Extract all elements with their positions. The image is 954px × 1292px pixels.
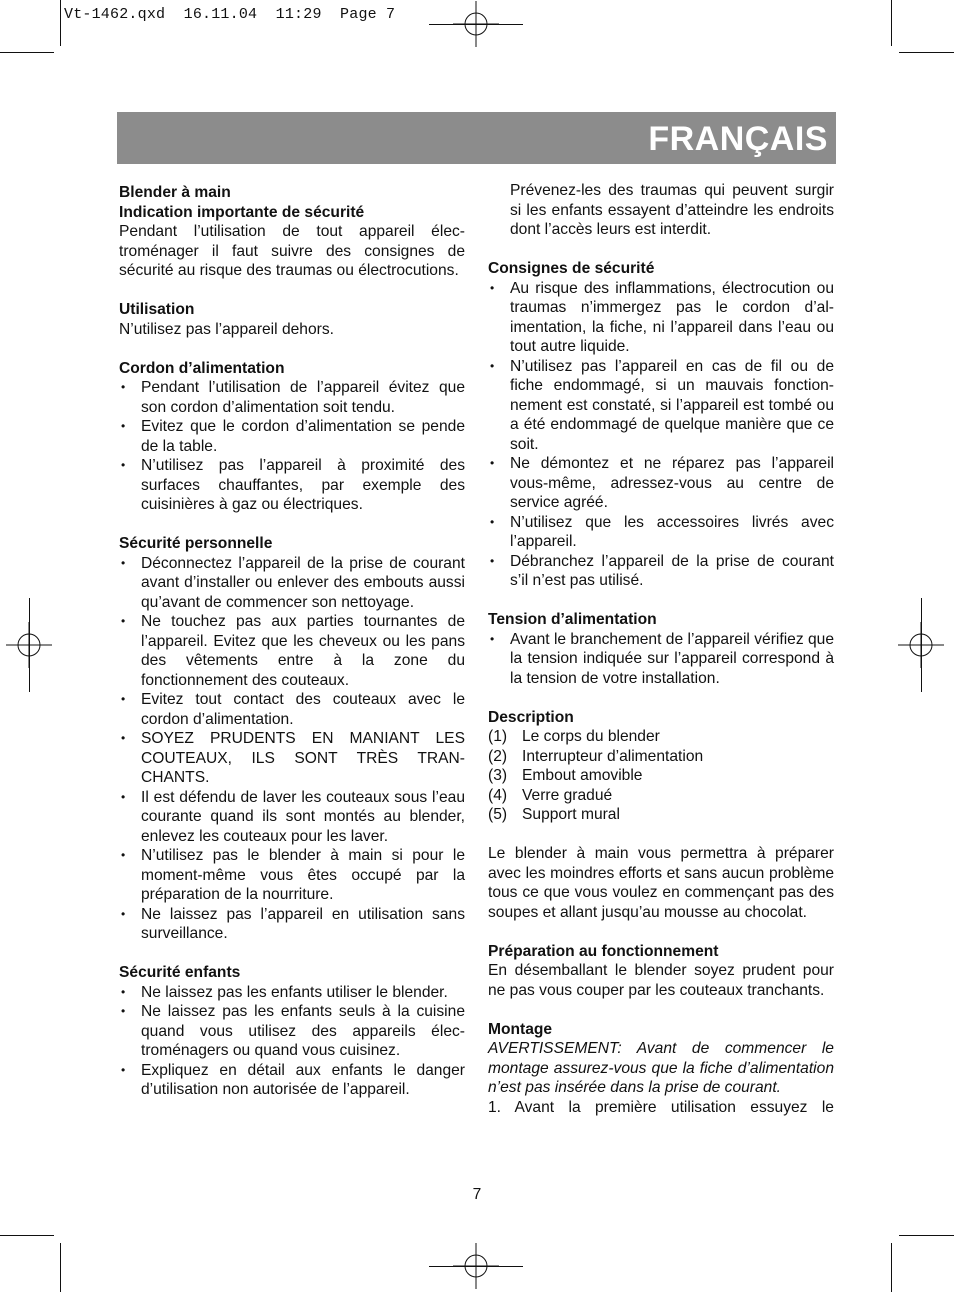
section-subtitle-safety: Indication importante de sécurité	[119, 203, 365, 221]
list-item: • Ne démontez et ne réparez pas l’appareil vous-même, adressez-vous au centre de service agréé.	[488, 454, 834, 513]
list-item: • N’utilisez que les accessoires livrés avec l’appareil.	[488, 513, 834, 552]
list-item: • N’utilisez pas l’appareil en cas de fil ou de fiche endommagé, si un mauvais fonctionnement est constaté, si l’appareil est tombé ou a été endommagé de quelque manière que ce soit.	[488, 357, 834, 455]
language-title: FRANÇAIS	[648, 120, 828, 158]
safety-intro-text: Pendant l’utilisation de tout appareil électroménager il faut suivre des consignes de sécurité au risque des traumas ou électrocutions.	[119, 223, 465, 279]
list-item: • Il est défendu de laver les couteaux sous l’eau courante quand ils sont montés au blender, enlevez les couteaux pour les laver.	[119, 788, 465, 847]
section-title-securite-personnelle: Sécurité personnelle	[119, 535, 273, 552]
list-item: • Déconnectez l’appareil de la prise de courant avant d’installer ou enlever des embouts aussi qu’avant de commencer son nettoyage.	[119, 554, 465, 613]
list-item: • Débranchez l’appareil de la prise de courant s’il n’est pas utilisé.	[488, 552, 834, 591]
utilisation-text: N’utilisez pas l’appareil dehors.	[119, 320, 334, 338]
list-item: • Avant le branchement de l’appareil vérifiez que la tension indiquée sur l’appareil correspond à la tension de votre installation.	[488, 630, 834, 689]
list-item: • SOYEZ PRUDENTS EN MANIANT LES COUTEAUX, ILS SONT TRÈS TRANCHANTS.	[119, 729, 465, 788]
tension-list	[488, 630, 834, 689]
item-text: Embout amovible	[522, 767, 643, 784]
item-text: Support mural	[522, 806, 620, 823]
list-item: • N’utilisez pas l’appareil à proximité des surfaces chauffantes, par exemple des cuisinières à gaz ou électriques.	[119, 456, 465, 515]
item-number: (5)	[488, 806, 508, 823]
left-column	[119, 183, 465, 1100]
section-title-tension: Tension d’alimentation	[488, 611, 657, 628]
list-item	[488, 766, 834, 786]
list-item: • Ne laissez pas les enfants seuls à la cuisine quand vous utilisez des appareils électroménagers ou quand vous cuisinez.	[119, 1002, 465, 1061]
montage-step: 1. Avant la première utilisation essuyez le	[488, 1098, 834, 1116]
item-number: (3)	[488, 767, 508, 784]
printer-slug: Vt-1462.qxd 16.11.04 11:29 Page 7	[64, 6, 396, 23]
section-title-blender: Blender à main	[119, 184, 231, 201]
list-item: • Ne touchez pas aux parties tournantes de l’appareil. Evitez que les cheveux ou les pans des vêtements entre à la zone du fonctionnement des couteaux.	[119, 612, 465, 690]
item-number: (1)	[488, 728, 508, 745]
section-title-montage: Montage	[488, 1020, 553, 1038]
list-item: • Pendant l’utilisation de l’appareil évitez que son cordon d’alimentation soit tendu.	[119, 378, 465, 417]
description-list	[488, 727, 834, 825]
consignes-list	[488, 279, 834, 591]
list-item	[488, 747, 834, 767]
preparation-text: En désemballant le blender soyez prudent pour ne pas vous couper par les couteaux tranchants.	[488, 962, 834, 999]
cordon-list	[119, 378, 465, 515]
list-item: • N’utilisez pas le blender à main si pour le moment-même vous êtes occupé par la préparation de la nourriture.	[119, 846, 465, 905]
list-item: • Evitez tout contact des couteaux avec le cordon d’alimentation.	[119, 690, 465, 729]
list-item	[488, 786, 834, 806]
section-title-securite-enfants: Sécurité enfants	[119, 964, 241, 981]
section-title-cordon: Cordon d’alimentation	[119, 359, 285, 377]
item-text: Le corps du blender	[522, 728, 660, 745]
list-item	[488, 805, 834, 825]
securite-enfants-list	[119, 983, 465, 1100]
item-number: (4)	[488, 786, 508, 804]
item-text: Verre gradué	[522, 786, 613, 804]
page-number: 7	[472, 1186, 482, 1203]
section-title-utilisation: Utilisation	[119, 301, 195, 318]
continued-text: Prévenez-les des traumas qui peuvent surgir si les enfants essayent d’atteindre les endroits dont l’accès leurs est interdit.	[510, 182, 834, 238]
right-column	[488, 181, 834, 1117]
section-title-preparation: Préparation au fonctionnement	[488, 942, 719, 960]
securite-personnelle-list	[119, 554, 465, 944]
list-item: • Evitez que le cordon d’alimentation se pende de la table.	[119, 417, 465, 456]
description-text: Le blender à main vous permettra à préparer avec les moindres efforts et sans aucun problème tous ce que vous voulez en commençant pas des soupes et allant jusqu’au mousse au chocolat.	[488, 845, 834, 921]
language-banner	[117, 112, 836, 164]
section-title-consignes: Consignes de sécurité	[488, 260, 655, 277]
item-text: Interrupteur d’alimentation	[522, 747, 704, 765]
list-item: • Ne laissez pas les enfants utiliser le blender.	[119, 983, 465, 1003]
list-item: • Expliquez en détail aux enfants le danger d’utilisation non autorisée de l’appareil.	[119, 1061, 465, 1100]
list-item: • Au risque des inflammations, électrocution ou traumas n’immergez pas le cordon d’alimentation, la fiche, ni l’appareil dans l’eau ou tout autre liquide.	[488, 279, 834, 357]
list-item: • Ne laissez pas l’appareil en utilisation sans surveillance.	[119, 905, 465, 944]
section-title-description: Description	[488, 708, 574, 726]
montage-warning: AVERTISSEMENT: Avant de commencer le montage assurez-vous que la fiche d’alimentation n’est pas insérée dans la prise de courant.	[488, 1040, 834, 1096]
item-number: (2)	[488, 747, 508, 765]
list-item	[488, 727, 834, 747]
